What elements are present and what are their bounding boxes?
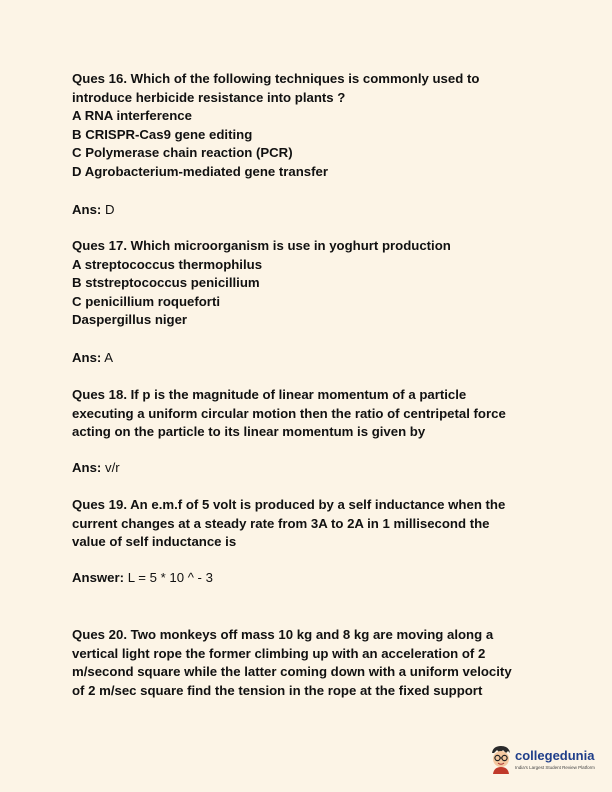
student-mascot-icon bbox=[488, 744, 514, 774]
answer-value: L = 5 * 10 ^ - 3 bbox=[127, 570, 213, 585]
question-line: vertical light rope the former climbing up with an acceleration of 2 bbox=[72, 645, 486, 661]
question-line: introduce herbicide resistance into plants ? bbox=[72, 89, 346, 105]
question-line: Ques 19. An e.m.f of 5 volt is produced by a self inductance when the bbox=[72, 497, 506, 512]
question-line: value of self inductance is bbox=[72, 534, 237, 550]
answer-16 bbox=[72, 201, 115, 220]
question-18 bbox=[72, 386, 506, 442]
question-20 bbox=[72, 626, 512, 700]
question-line: current changes at a steady rate from 3A to 2A in 1 millisecond the bbox=[72, 515, 490, 531]
question-line: Ques 16. Which of the following techniques is commonly used to bbox=[72, 71, 480, 86]
question-line: m/second square while the latter coming down with a uniform velocity bbox=[72, 664, 512, 680]
answer-label: Answer: bbox=[72, 570, 125, 585]
option-a: A RNA interference bbox=[72, 108, 192, 124]
question-line: Ques 18. If p is the magnitude of linear momentum of a particle bbox=[72, 387, 467, 402]
answer-17 bbox=[72, 349, 113, 368]
question-line: acting on the particle to its linear momentum is given by bbox=[72, 424, 426, 440]
answer-19 bbox=[72, 569, 213, 588]
answer-18 bbox=[72, 459, 120, 478]
answer-label: Ans: bbox=[72, 460, 102, 475]
option-a: A streptococcus thermophilus bbox=[72, 256, 263, 272]
option-b: B ststreptococcus penicillium bbox=[72, 275, 260, 291]
logo-wordmark: collegedunia bbox=[515, 748, 595, 763]
answer-value: D bbox=[104, 202, 115, 217]
answer-value: A bbox=[104, 350, 114, 365]
option-c: C Polymerase chain reaction (PCR) bbox=[72, 145, 293, 161]
option-d: D Agrobacterium-mediated gene transfer bbox=[72, 163, 328, 179]
option-d: Daspergillus niger bbox=[72, 312, 188, 328]
question-line: Ques 17. Which microorganism is use in yoghurt production bbox=[72, 238, 451, 253]
question-line: Ques 20. Two monkeys off mass 10 kg and 8 kg are moving along a bbox=[72, 627, 494, 642]
question-line: of 2 m/sec square find the tension in the rope at the fixed support bbox=[72, 682, 483, 698]
option-b: B CRISPR-Cas9 gene editing bbox=[72, 126, 253, 142]
answer-label: Ans: bbox=[72, 350, 102, 365]
answer-label: Ans: bbox=[72, 202, 102, 217]
answer-value: v/r bbox=[104, 460, 120, 475]
question-19 bbox=[72, 496, 505, 552]
option-c: C penicillium roqueforti bbox=[72, 293, 220, 309]
logo-tagline: India's Largest Student Review Platform bbox=[515, 765, 595, 770]
collegedunia-logo bbox=[488, 744, 598, 778]
question-17 bbox=[72, 237, 451, 330]
question-line: executing a uniform circular motion then the ratio of centripetal force bbox=[72, 405, 506, 421]
question-16 bbox=[72, 70, 479, 182]
